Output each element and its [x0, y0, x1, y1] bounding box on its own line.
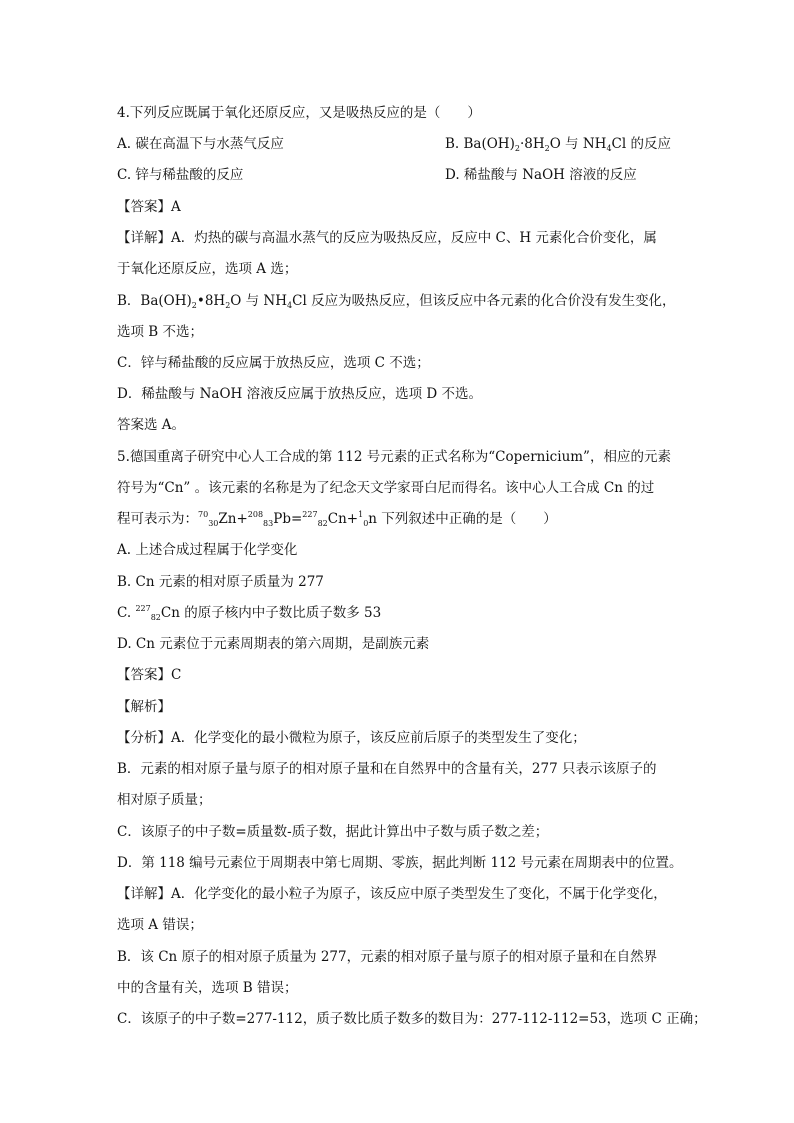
q4-option-c: C. 锌与稀盐酸的反应 — [117, 167, 244, 183]
q5-analysis-line: B．元素的相对原子量与原子的相对原子量和在自然界中的含量有关，277 只表示该原子的 — [117, 761, 657, 777]
q4-detail-line: 【详解】A．灼热的碳与高温水蒸气的反应为吸热反应，反应中 C、H 元素化合价变化，属 — [117, 230, 657, 246]
q5-option-d: D. Cn 元素位于元素周期表的第六周期，是副族元素 — [117, 636, 430, 652]
q4-option-b: B. $Ba(OH)_2\cdot 8H_2O$ 与 $NH_4Cl$ 的反应 — [445, 136, 671, 153]
q5-detail-line: 【详解】A．化学变化的最小粒子为原子，该反应中原子类型发生了变化，不属于化学变化， — [117, 886, 667, 902]
q4-detail-line: 于氧化还原反应，选项 A 选； — [117, 261, 298, 277]
q5-option-c: C. $^{227}_{82}$Cn 的原子核内中子数比质子数多 53 — [117, 604, 382, 622]
q5-detail-line: 中的含量有关，选项 B 错误； — [117, 980, 298, 996]
q5-analysis-heading: 【解析】 — [117, 699, 171, 715]
q5-detail-line: B．该 Cn 原子的相对原子质量为 277，元素的相对原子量与原子的相对原子量和在自然界 — [117, 949, 658, 965]
q5-analysis-line: D．第 118 编号元素位于周期表中第七周期、零族，据此判断 112 号元素在周期表中的位置。 — [117, 855, 683, 871]
q5-option-b: B. Cn 元素的相对原子质量为 277 — [117, 574, 324, 590]
q5-analysis-line: 相对原子质量； — [117, 792, 212, 808]
q5-answer: 【答案】C — [117, 667, 182, 683]
q4-stem: 4.下列反应既属于氧化还原反应，又是吸热反应的是（ ） — [117, 105, 481, 121]
q5-equation: 程可表示为：$^{70}_{30}$Zn+$^{208}_{83}$Pb=$^{227}_{82}$Cn+$^1_0$n 下列叙述中正确的是（ ） — [117, 510, 557, 528]
q4-detail-line: D．稀盐酸与 NaOH 溶液反应属于放热反应，选项 D 不选。 — [117, 386, 483, 402]
q5-analysis-line: C．该原子的中子数=质量数-质子数，据此计算出中子数与质子数之差； — [117, 824, 549, 840]
q4-detail-line: C．锌与稀盐酸的反应属于放热反应，选项 C 不选； — [117, 355, 430, 371]
q5-option-a: A. 上述合成过程属于化学变化 — [117, 542, 298, 558]
q5-detail-line: C．该原子的中子数=277-112，质子数比质子数多的数目为：277-112-112=53，选项 C 正确； — [117, 1011, 707, 1027]
q4-conclusion: 答案选 A。 — [117, 417, 186, 433]
q5-detail-line: 选项 A 错误； — [117, 917, 203, 933]
q4-option-d: D. 稀盐酸与 NaOH 溶液的反应 — [445, 167, 637, 183]
q5-stem-line: 符号为“Cn” 。该元素的名称是为了纪念天文学家哥白尼而得名。该中心人工合成 Cn 的过 — [117, 480, 655, 496]
q5-analysis-line: 【分析】A．化学变化的最小微粒为原子，该反应前后原子的类型发生了变化； — [117, 730, 586, 746]
q5-stem-line: 5.德国重离子研究中心人工合成的第 112 号元素的正式名称为“Copernicium”，相应的元素 — [117, 449, 671, 465]
q4-option-a: A. 碳在高温下与水蒸气反应 — [117, 136, 284, 152]
q4-answer: 【答案】A — [117, 199, 181, 215]
q4-detail-line: 选项 B 不选； — [117, 324, 204, 340]
q4-detail-line: B．$Ba(OH)_2•8H_2O$ 与 $NH_4Cl$ 反应为吸热反应，但该反应中各元素的化合价没有发生变化， — [117, 293, 676, 310]
